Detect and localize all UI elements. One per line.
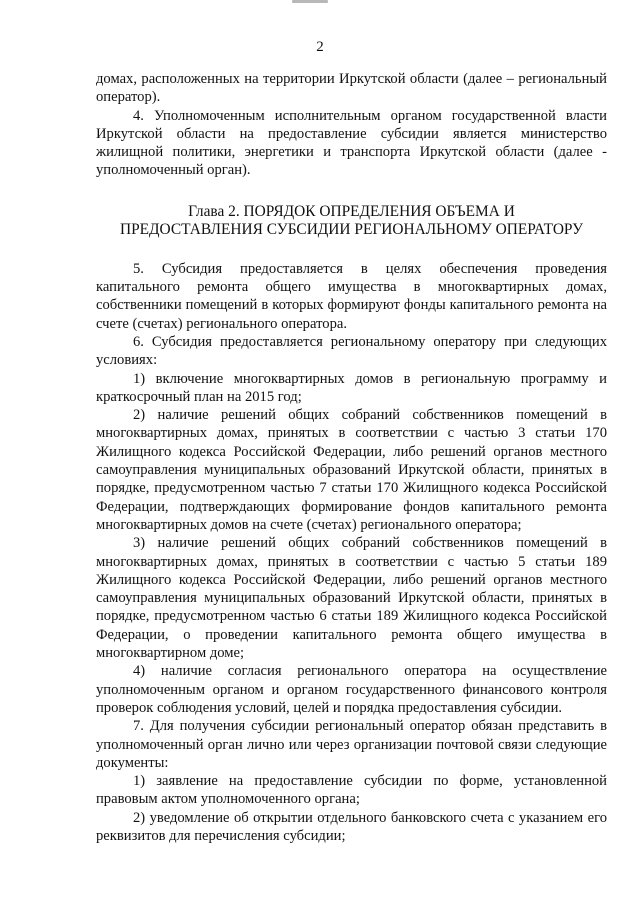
document-item-2: 2) уведомление об открытии отдельного банковского счета с указанием его реквизитов для перечисления субсидии; xyxy=(96,809,607,844)
condition-2: 2) наличие решений общих собраний собственников помещений в многоквартирных домах, принятых в соответствии с частью 3 статьи 170 Жилищного кодекса Российской Федерации, либо решений органов местного самоуправления муниципальных образований Иркутской области, принятых в порядке, предусмотренном частью 7 статьи 170 Жилищного кодекса Российской Федерации, подтверждающих формирование фондов капитального ремонта многоквартирных домов на счете (счетах) регионального оператора; xyxy=(96,407,607,533)
condition-1: 1) включение многоквартирных домов в региональную программу и краткосрочный план на 2015 год; xyxy=(96,370,607,405)
paragraph-7: 7. Для получения субсидии региональный оператор обязан представить в уполномоченный орган лично или через организации почтовой связи следующие документы: xyxy=(96,718,607,771)
chapter-heading xyxy=(96,203,607,240)
chapter-heading-line-2: ПРЕДОСТАВЛЕНИЯ СУБСИДИИ РЕГИОНАЛЬНОМУ ОПЕРАТОРУ xyxy=(119,221,584,239)
paragraph-6: 6. Субсидия предоставляется региональному оператору при следующих условиях: xyxy=(96,333,607,369)
paragraph-5: 5. Субсидия предоставляется в целях обеспечения проведения капитального ремонта общего имущества в многоквартирных домах, собственники помещений в которых формируют фонды капитального ремонта на счете (счетах) регионального оператора. xyxy=(96,260,607,332)
condition-3: 3) наличие решений общих собраний собственников помещений в многоквартирных домах, принятых в соответствии с частью 5 статьи 189 Жилищного кодекса Российской Федерации, либо решений органов местного самоуправления муниципальных образований Иркутской области, принятых в порядке, предусмотренном частью 6 статьи 189 Жилищного кодекса Российской Федерации, о проведении капитального ремонта общего имущества в многоквартирном доме; xyxy=(96,535,607,662)
scan-artifact xyxy=(292,0,328,3)
document-item-1: 1) заявление на предоставление субсидии по форме, установленной правовым актом уполномоченного органа; xyxy=(96,773,607,808)
paragraph-continuation: домах, расположенных на территории Иркутской области (далее – региональный оператор). xyxy=(96,71,607,106)
paragraph-4: 4. Уполномоченным исполнительным органом государственной власти Иркутской области на предоставление субсидии является министерство жилищной политики, энергетики и транспорта Иркутской области (далее - уполномоченный орган). xyxy=(96,107,607,179)
document-body xyxy=(96,70,607,845)
page-number: 2 xyxy=(316,39,324,55)
chapter-heading-line-1: Глава 2. ПОРЯДОК ОПРЕДЕЛЕНИЯ ОБЪЕМА И xyxy=(188,202,515,220)
condition-4: 4) наличие согласия регионального оператора на осуществление уполномоченным органом и органом государственного финансового контроля проверок соблюдения условий, целей и порядка предоставления субсидии. xyxy=(96,663,607,716)
